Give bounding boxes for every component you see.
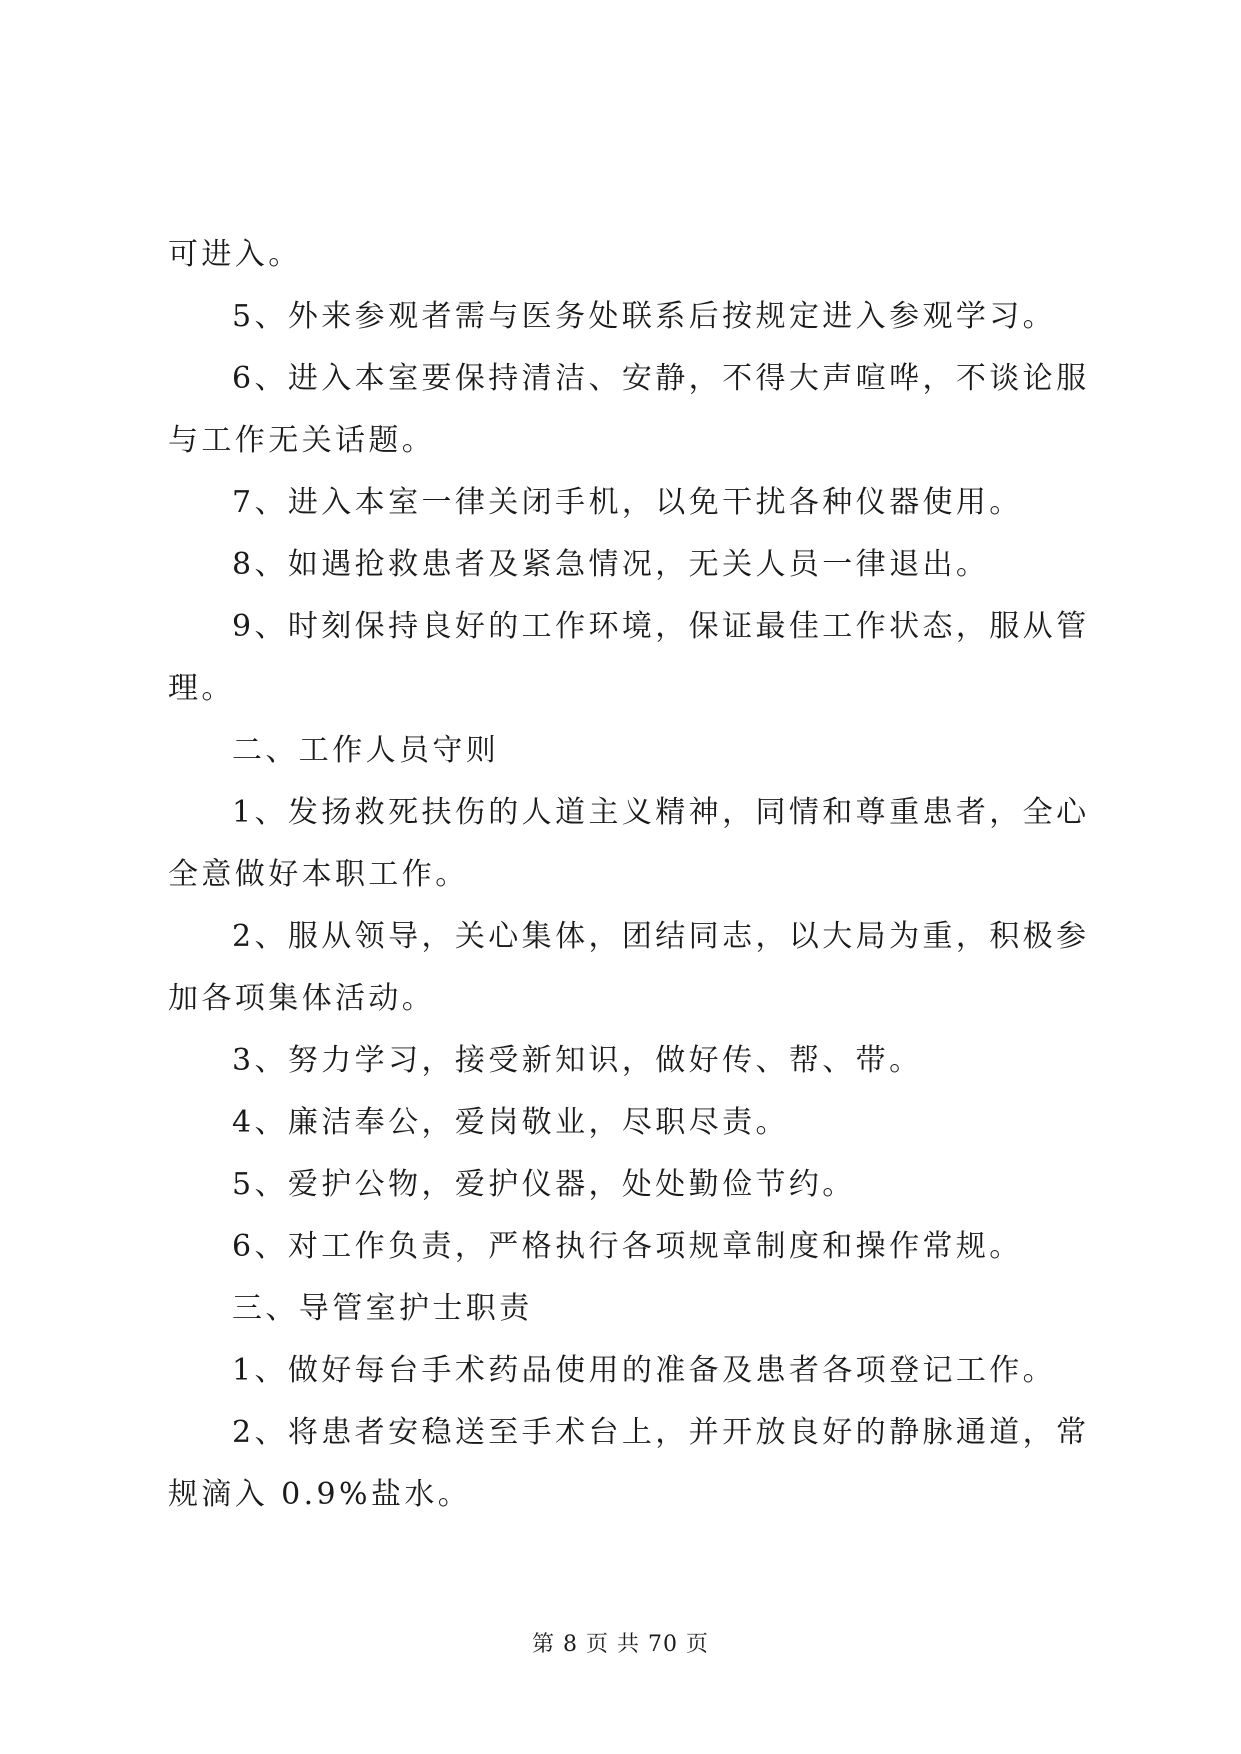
document-body <box>168 224 1088 1526</box>
text-line: 5、爱护公物，爱护仪器，处处勤俭节约。 <box>232 1167 856 1202</box>
text-line: 1、发扬救死扶伤的人道主义精神，同情和尊重患者，全心 <box>232 795 1090 830</box>
text-line: 理。 <box>168 671 235 706</box>
text-line: 5、外来参观者需与医务处联系后按规定进入参观学习。 <box>232 299 1057 334</box>
text-line: 7、进入本室一律关闭手机，以免干扰各种仪器使用。 <box>232 485 1023 520</box>
text-line: 规滴入 0.9%盐水。 <box>168 1477 472 1512</box>
text-line: 1、做好每台手术药品使用的准备及患者各项登记工作。 <box>232 1353 1057 1388</box>
text-line: 全意做好本职工作。 <box>168 857 469 892</box>
text-line: 2、将患者安稳送至手术台上，并开放良好的静脉通道，常 <box>232 1415 1090 1450</box>
text-line: 可进入。 <box>168 237 302 272</box>
section-heading: 三、导管室护士职责 <box>232 1291 533 1326</box>
text-line: 4、廉洁奉公，爱岗敬业，尽职尽责。 <box>232 1105 789 1140</box>
text-line: 8、如遇抢救患者及紧急情况，无关人员一律退出。 <box>232 547 990 582</box>
text-line: 3、努力学习，接受新知识，做好传、帮、带。 <box>232 1043 923 1078</box>
text-line: 与工作无关话题。 <box>168 423 436 458</box>
text-line: 加各项集体活动。 <box>168 981 436 1016</box>
text-line: 2、服从领导，关心集体，团结同志，以大局为重，积极参 <box>232 919 1090 954</box>
text-line: 6、对工作负责，严格执行各项规章制度和操作常规。 <box>232 1229 1023 1264</box>
text-line: 9、时刻保持良好的工作环境，保证最佳工作状态，服从管 <box>232 609 1090 644</box>
page-number-footer: 第 8 页 共 70 页 <box>532 1632 709 1657</box>
section-heading: 二、工作人员守则 <box>232 733 500 768</box>
text-line: 6、进入本室要保持清洁、安静，不得大声喧哗，不谈论服 <box>232 361 1090 396</box>
